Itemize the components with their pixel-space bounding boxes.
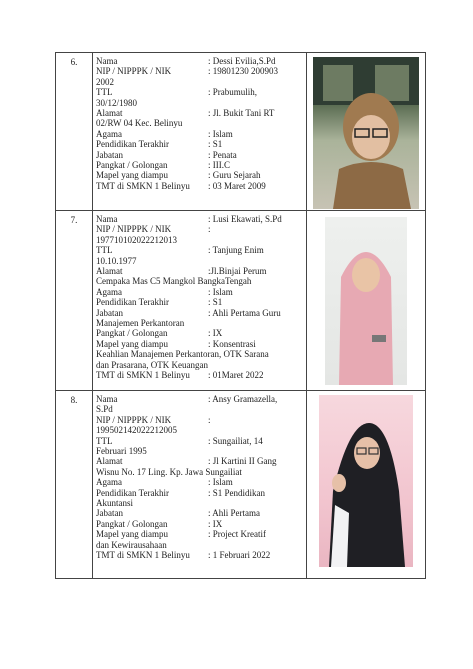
- field-tmt: TMT di SMKN 1 Belinyu : 1 Februari 2022: [96, 550, 271, 561]
- staff-info: [93, 391, 307, 579]
- row-number: 6.: [56, 53, 93, 211]
- field-pangkat: Pangkat / Golongan : III.C: [96, 160, 230, 171]
- field-mapel: Mapel yang diampu : Project Kreatif: [96, 529, 266, 540]
- field-alamat-cont: 02/RW 04 Kec. Belinyu: [96, 118, 183, 129]
- field-ttl-cont: 30/12/1980: [96, 97, 138, 108]
- field-jabatan: Jabatan : Ahli Pertama Guru: [96, 307, 281, 318]
- field-alamat-cont: Wisnu No. 17 Ling. Kp. Jawa Sungailiat: [96, 466, 242, 477]
- field-nip: NIP / NIPPPK / NIK : 19801230 200903: [96, 66, 279, 77]
- photo-cell: [307, 211, 426, 391]
- portrait-figure: [325, 217, 407, 385]
- field-nip-cont: 199502142022212005: [96, 425, 177, 436]
- field-mapel: Mapel yang diampu : Konsentrasi: [96, 338, 256, 349]
- field-agama: Agama : Islam: [96, 477, 233, 488]
- field-pangkat: Pangkat / Golongan : IX: [96, 518, 223, 529]
- field-ttl: TTL : Tanjung Enim: [96, 245, 264, 256]
- staff-table: [55, 52, 426, 579]
- field-ttl-cont: Februari 1995: [96, 446, 147, 457]
- field-alamat: Alamat : Jl Kartini II Gang: [96, 456, 277, 467]
- field-pendidikan: Pendidikan Terakhir : S1: [96, 139, 223, 150]
- field-nip-cont: 2002: [96, 76, 114, 87]
- field-pendidikan-cont: Akuntansi: [96, 498, 133, 509]
- field-nama-cont: S.Pd: [96, 404, 113, 415]
- field-mapel-cont: Keahlian Manajemen Perkantoran, OTK Sarana: [96, 349, 269, 360]
- portrait-figure: [313, 57, 419, 209]
- staff-info: [93, 211, 307, 391]
- field-nip-cont: 197710102022212013: [96, 234, 177, 245]
- staff-info: [93, 53, 307, 211]
- field-nama: Nama : Ansy Gramazella,: [96, 394, 278, 404]
- field-nama: Nama : Dessi Evilia,S.Pd: [96, 56, 276, 66]
- staff-photo: [319, 395, 413, 567]
- staff-photo: [313, 57, 419, 209]
- staff-row: [56, 53, 426, 211]
- photo-cell: [307, 53, 426, 211]
- portrait-figure: [319, 395, 413, 567]
- field-pangkat: Pangkat / Golongan : IX: [96, 328, 223, 339]
- row-number: 8.: [56, 391, 93, 579]
- staff-photo: [325, 217, 407, 385]
- photo-cell: [307, 391, 426, 579]
- field-pendidikan: Pendidikan Terakhir : S1 Pendidikan: [96, 487, 266, 498]
- field-pendidikan: Pendidikan Terakhir : S1: [96, 297, 223, 308]
- field-mapel-cont: dan Prasarana, OTK Keuangan: [96, 359, 208, 370]
- field-nip: NIP / NIPPPK / NIK :: [96, 224, 211, 235]
- field-jabatan-cont: Manajemen Perkantoran: [96, 318, 185, 329]
- field-ttl: TTL : Prabumulih,: [96, 87, 257, 98]
- field-nama: Nama : Lusi Ekawati, S.Pd: [96, 214, 282, 224]
- field-alamat: Alamat :Jl.Binjai Perum: [96, 266, 267, 277]
- staff-row: [56, 211, 426, 391]
- field-agama: Agama : Islam: [96, 128, 233, 139]
- field-mapel-cont: dan Kewirausahaan: [96, 539, 167, 550]
- field-tmt: TMT di SMKN 1 Belinyu : 03 Maret 2009: [96, 180, 266, 191]
- field-agama: Agama : Islam: [96, 286, 233, 297]
- staff-row: [56, 391, 426, 579]
- row-number: 7.: [56, 211, 93, 391]
- field-ttl: TTL : Sungailiat, 14: [96, 435, 263, 446]
- field-jabatan: Jabatan : Penata: [96, 149, 237, 160]
- field-alamat-cont: Cempaka Mas C5 Mangkol BangkaTengah: [96, 276, 252, 287]
- field-tmt: TMT di SMKN 1 Belinyu : 01Maret 2022: [96, 370, 264, 381]
- field-mapel: Mapel yang diampu : Guru Sejarah: [96, 170, 261, 181]
- field-nip: NIP / NIPPPK / NIK :: [96, 414, 211, 425]
- field-alamat: Alamat : Jl. Bukit Tani RT: [96, 108, 275, 119]
- field-jabatan: Jabatan : Ahli Pertama: [96, 508, 260, 519]
- field-ttl-cont: 10.10.1977: [96, 255, 137, 266]
